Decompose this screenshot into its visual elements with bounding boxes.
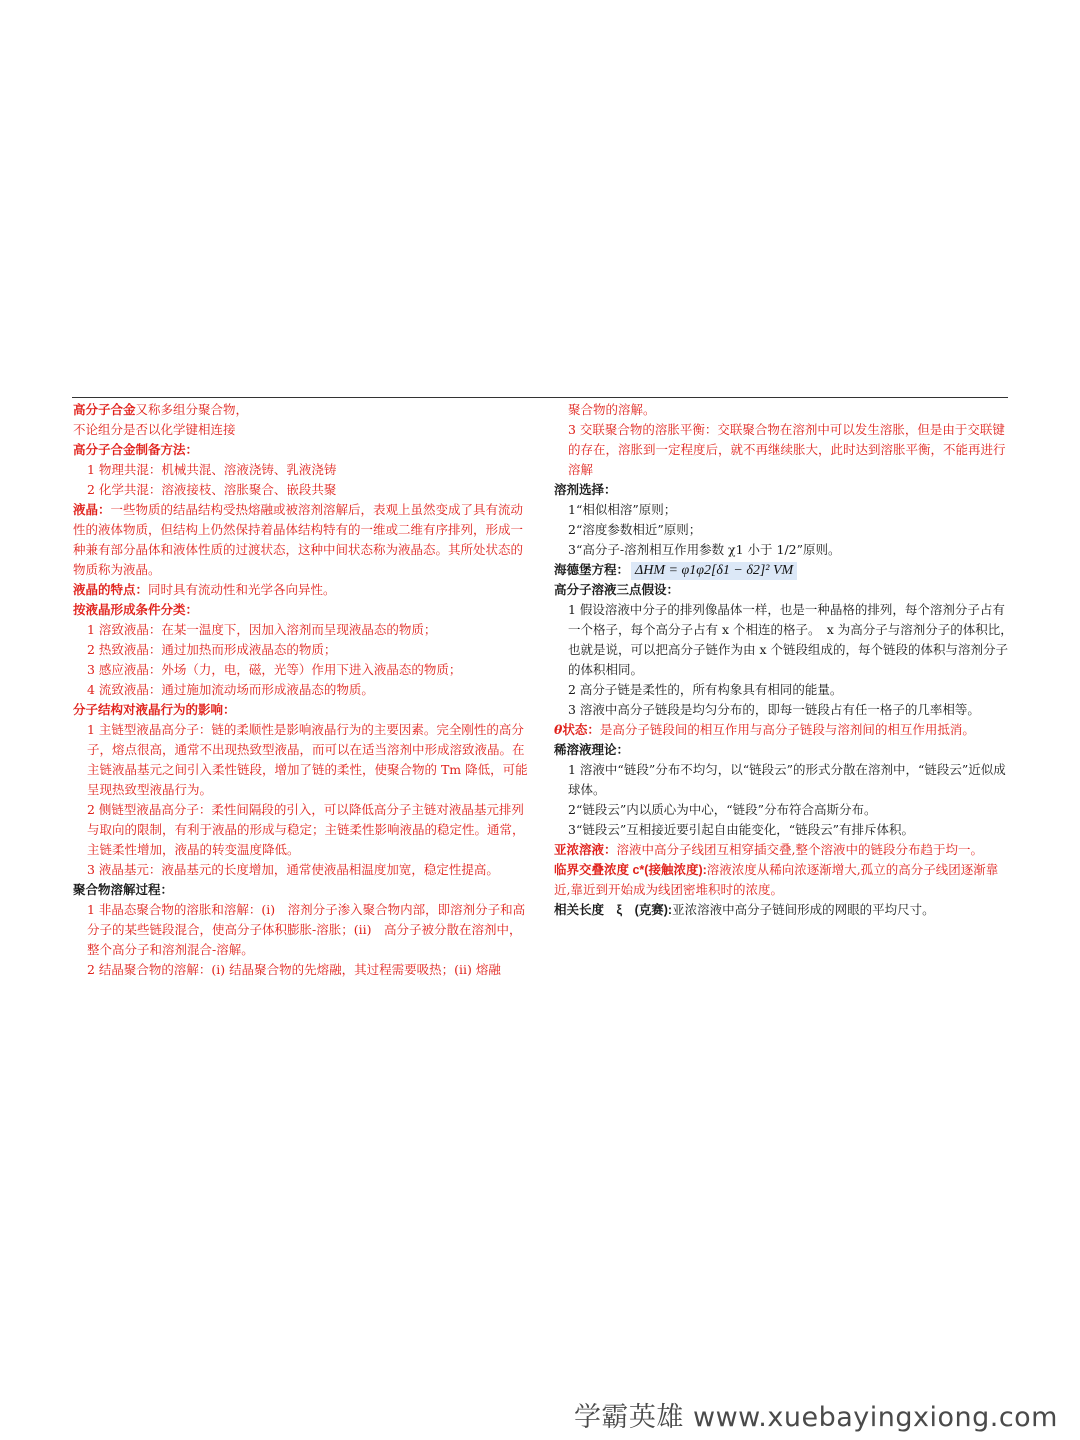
list-item: 3 溶液中高分子链段是均匀分布的，即每一链段占有任一格子的几率相等。 [568, 702, 980, 717]
corr-term: 相关长度 ξ (克赛): [554, 903, 673, 917]
list-item: 1 物理共混：机械共混、溶液浇铸、乳液浇铸 [87, 462, 337, 477]
list-item: 2 高分子链是柔性的，所有构象具有相同的能量。 [568, 682, 843, 697]
list-item: 3“链段云”互相接近要引起自由能变化，“链段云”有排斥体积。 [568, 822, 915, 837]
theta-def: 是高分子链段间的相互作用与高分子链段与溶剂间的相互作用抵消。 [599, 722, 975, 737]
semi-term: 亚浓溶液： [554, 843, 617, 857]
dilute-heading: 稀溶液理论： [554, 743, 630, 757]
prep-heading: 高分子合金制备方法： [73, 443, 199, 457]
hildebrand-formula: ΔHM = φ1φ2[δ1 − δ2]² VM [631, 562, 797, 580]
semi-def: 溶液中高分子线团互相穿插交叠,整个溶液中的链段分布趋于均一。 [616, 842, 983, 857]
critical-overlap [554, 860, 1014, 900]
header-rule [72, 397, 1008, 398]
site-watermark: 学霸英雄 www.xuebayingxiong.com [573, 1402, 1058, 1433]
theta-symbol: θ [554, 722, 563, 737]
semi-dilute [554, 840, 1014, 860]
crit-term: 临界交叠浓度 c*(接触浓度): [554, 863, 707, 877]
lc-definition [73, 500, 533, 580]
hildebrand-equation [554, 560, 1014, 580]
corr-def: 亚浓溶液中高分子链间形成的网眼的平均尺寸。 [672, 902, 935, 917]
list-item: 4 流致液晶：通过施加流动场而形成液晶态的物质。 [87, 682, 374, 697]
dissolve-continued: 聚合物的溶解。 [568, 402, 656, 417]
list-item: 3“高分子-溶剂相互作用参数 χ1 小于 1/2”原则。 [568, 542, 841, 557]
hildebrand-label: 海德堡方程： [554, 563, 630, 577]
lc-feat-def: 同时具有流动性和光学各向异性。 [148, 582, 336, 597]
solvent-heading: 溶剂选择： [554, 483, 617, 497]
lc-class-heading: 按液晶形成条件分类： [73, 603, 199, 617]
crit-def: 溶液浓度从稀向浓逐渐增大,孤立的高分子线团逐渐靠近,靠近到开始成为线团密堆积时的浓度。 [554, 862, 999, 897]
alloy-definition [73, 400, 533, 420]
alloy-note: 不论组分是否以化学键相连接 [73, 422, 236, 437]
list-item: 2“溶度参数相近”原则； [568, 522, 702, 537]
dissolve-heading: 聚合物溶解过程： [73, 883, 174, 897]
lc-features [73, 580, 533, 600]
left-column [73, 400, 533, 980]
list-item: 2 化学共混：溶液接枝、溶胀聚合、嵌段共聚 [87, 482, 337, 497]
list-item: 1 溶液中“链段”分布不均匀，以“链段云”的形式分散在溶剂中，“链段云”近似成球体。 [568, 762, 1006, 797]
list-item: 2 侧链型液晶高分子：柔性间隔段的引入，可以降低高分子主链对液晶基元排列与取向的限制，有利于液晶的形成与稳定；主链柔性影响液晶的稳定性。通常，主链柔性增加，液晶的转变温度降低。 [87, 802, 525, 857]
list-item: 3 感应液晶：外场（力，电，磁，光等）作用下进入液晶态的物质； [87, 662, 462, 677]
crosslink-item: 3 交联聚合物的溶胀平衡：交联聚合物在溶剂中可以发生溶胀，但是由于交联键的存在，溶胀到一定程度后，就不再继续胀大，此时达到溶胀平衡，不能再进行溶解 [568, 422, 1006, 477]
right-column [554, 400, 1014, 920]
alloy-def: 又称多组分聚合物， [135, 402, 249, 417]
list-item: 1 非晶态聚合物的溶胀和溶解：(i) 溶剂分子渗入聚合物内部，即溶剂分子和高分子的某些链段混合，使高分子体积膨胀-溶胀；(ii) 高分子被分散在溶剂中，整个高分子和溶剂混合-溶解。 [87, 902, 526, 957]
list-item: 1 主链型液晶高分子：链的柔顺性是影响液晶行为的主要因素。完全刚性的高分子，熔点很高，通常不出现热致型液晶，而可以在适当溶剂中形成溶致液晶。在主链液晶基元之间引入柔性链段，增加了链的柔性，使聚合物的 Tm 降低，可能呈现热致型液晶行为。 [87, 722, 528, 797]
list-item: 2“链段云”内以质心为中心，“链段”分布符合高斯分布。 [568, 802, 877, 817]
theta-state [554, 720, 1014, 740]
lc-def: 一些物质的结晶结构受热熔融或被溶剂溶解后，表观上虽然变成了具有流动性的液体物质，但结构上仍然保持着晶体结构特有的一维或二维有序排列，形成一种兼有部分晶体和液体性质的过渡状态，这种中间状态称为液晶态。其所处状态的物质称为液晶。 [73, 502, 524, 577]
correlation-length [554, 900, 1014, 920]
theta-term: 状态： [562, 723, 600, 737]
list-item: 1 假设溶液中分子的排列像晶体一样，也是一种晶格的排列，每个溶剂分子占有一个格子，每个高分子占有 x 个相连的格子。 x 为高分子与溶剂分子的体积比，也就是说，可以把高分子链作为由 x 个链段组成的，每个链段的体积与溶剂分子的体积相同。 [568, 602, 1013, 677]
list-item: 2 热致液晶：通过加热而形成液晶态的物质； [87, 642, 337, 657]
lc-term: 液晶： [73, 503, 111, 517]
struct-heading: 分子结构对液晶行为的影响： [73, 703, 236, 717]
list-item: 1“相似相溶”原则； [568, 502, 677, 517]
list-item: 2 结晶聚合物的溶解：(i) 结晶聚合物的先熔融，其过程需要吸热；(ii) 熔融 [87, 962, 501, 977]
lc-feat-term: 液晶的特点： [73, 583, 149, 597]
list-item: 1 溶致液晶：在某一温度下，因加入溶剂而呈现液晶态的物质； [87, 622, 437, 637]
three-assumptions-heading: 高分子溶液三点假设： [554, 583, 680, 597]
list-item: 3 液晶基元：液晶基元的长度增加，通常使液晶相温度加宽，稳定性提高。 [87, 862, 499, 877]
alloy-term: 高分子合金 [73, 403, 136, 417]
